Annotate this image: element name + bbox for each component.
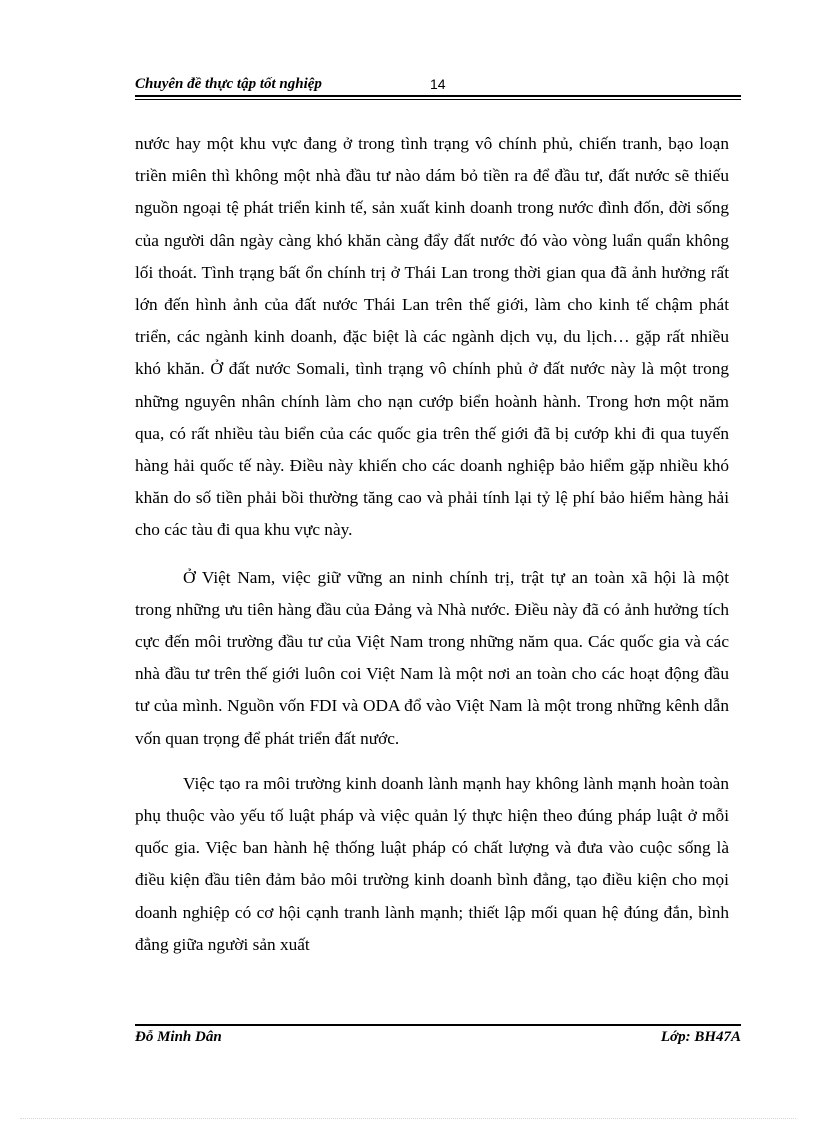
page-edge-divider [20, 1118, 796, 1119]
paragraph-2: Ở Việt Nam, việc giữ vững an ninh chính trị, trật tự an toàn xã hội là một trong những ưu tiên hàng đầu của Đảng và Nhà nước. Điều này đã có ảnh hưởng tích cực đến môi trường đầu tư của Việt Nam trong những năm qua. Các quốc gia và các nhà đầu tư trên thế giới luôn coi Việt Nam là một nơi an toàn cho các hoạt động đầu tư của mình. Nguồn vốn FDI và ODA đổ vào Việt Nam là một trong những kênh dẫn vốn quan trọng để phát triển đất nước. [135, 567, 729, 748]
footer-class: Lớp: BH47A [660, 1029, 741, 1045]
footer-author: Đỗ Minh Dân [135, 1029, 222, 1045]
paragraph-1: nước hay một khu vực đang ở trong tình trạng vô chính phủ, chiến tranh, bạo loạn triền miên thì không một nhà đầu tư nào dám bỏ tiền ra để đầu tư, đất nước sẽ thiếu nguồn ngoại tệ phát triển kinh tế, sản xuất kinh doanh trong nước đình đốn, đời sống của người dân ngày càng khó khăn càng đẩy đất nước đó vào vòng luẩn quẩn không lối thoát. Tình trạng bất ổn chính trị ở Thái Lan trong thời gian qua đã ảnh hưởng rất lớn đến hình ảnh của đất nước Thái Lan trên thế giới, làm cho kinh tế chậm phát triển, các ngành kinh doanh, đặc biệt là các ngành dịch vụ, du lịch… gặp rất nhiều khó khăn. Ở đất nước Somali, tình trạng vô chính phủ ở đất nước này là một trong những nguyên nhân chính làm cho nạn cướp biển hoành hành. Trong hơn một năm qua, có rất nhiều tàu biển của các quốc gia trên thế giới đã bị cướp khi đi qua tuyến hàng hải quốc tế này. Điều này khiến cho các doanh nghiệp bảo hiểm gặp nhiều khó khăn do số tiền phải bồi thường tăng cao và phải tính lại tỷ lệ phí bảo hiểm hàng hải cho các tàu đi qua khu vực này. [135, 134, 729, 540]
header-title: Chuyên đề thực tập tốt nghiệp [135, 76, 322, 92]
page-header [135, 76, 741, 96]
header-rule-thin [135, 99, 741, 100]
body-text [135, 128, 729, 961]
paragraph-3: Việc tạo ra môi trường kinh doanh lành mạnh hay không lành mạnh hoàn toàn phụ thuộc vào yếu tố luật pháp và việc quản lý thực hiện theo đúng pháp luật ở mỗi quốc gia. Việc ban hành hệ thống luật pháp có chất lượng và đưa vào cuộc sống là điều kiện đầu tiên đảm bảo môi trường kinh doanh bình đẳng, tạo điều kiện cho mọi doanh nghiệp có cơ hội cạnh tranh lành mạnh; thiết lập mối quan hệ đúng đắn, bình đẳng giữa người sản xuất [135, 773, 729, 954]
page-number: 14 [430, 76, 446, 92]
footer-rule [135, 1024, 741, 1026]
header-rule [135, 95, 741, 97]
